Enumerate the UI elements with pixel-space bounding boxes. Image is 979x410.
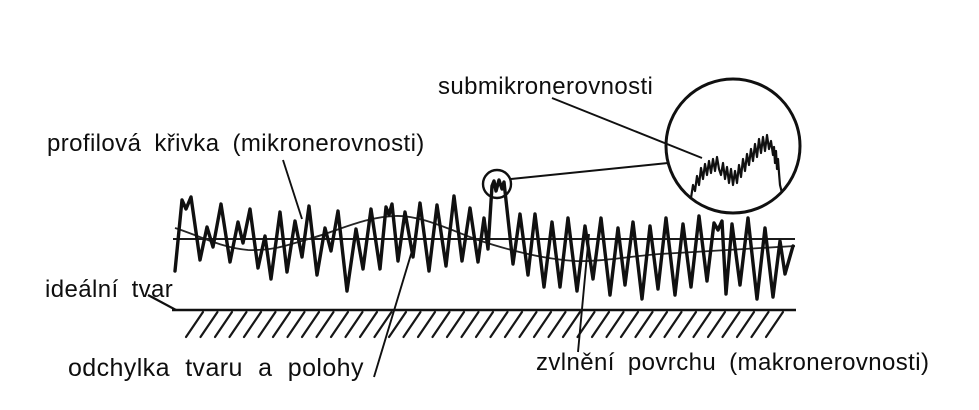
hatch-stroke [679,312,696,337]
hatch-stroke [288,312,305,337]
hatch-stroke [418,312,435,337]
profile-curve-label: profilová křivka (mikronerovnosti) [47,130,425,157]
hatch-stroke [708,312,725,337]
ideal-shape-label: ideální tvar [45,276,174,303]
submicro-roughness-label: submikronerovnosti [438,73,654,100]
hatch-stroke [737,312,754,337]
hatch-stroke [476,312,493,337]
hatch-stroke [244,312,261,337]
hatch-stroke [607,312,624,337]
hatch-stroke [752,312,769,337]
profile-curve-leader-line [283,160,302,219]
hatch-stroke [433,312,450,337]
hatch-stroke [563,312,580,337]
magnifier-circle [666,79,800,213]
hatch-stroke [766,312,783,337]
hatch-stroke [592,312,609,337]
hatch-stroke [360,312,377,337]
hatch-stroke [549,312,566,337]
surface-waviness-label: zvlnění povrchu (makronerovnosti) [536,349,930,376]
hatch-stroke [230,312,247,337]
hatch-stroke [201,312,218,337]
hatch-stroke [723,312,740,337]
hatch-stroke [520,312,537,337]
hatch-stroke [317,312,334,337]
hatch-stroke [273,312,290,337]
hatch-stroke [491,312,508,337]
hatch-stroke [665,312,682,337]
hatch-stroke [404,312,421,337]
hatch-stroke [534,312,551,337]
hatch-stroke [346,312,363,337]
hatch-stroke [302,312,319,337]
hatch-stroke [186,312,203,337]
hatch-stroke [462,312,479,337]
hatch-stroke [259,312,276,337]
hatch-stroke [650,312,667,337]
marker-to-magnifier-line [511,163,668,179]
form-position-deviation-label: odchylka tvaru a polohy [68,354,364,382]
hatch-stroke [694,312,711,337]
hatch-stroke [505,312,522,337]
hatching [186,312,783,337]
hatch-stroke [331,312,348,337]
hatch-stroke [621,312,638,337]
hatch-stroke [447,312,464,337]
hatch-stroke [636,312,653,337]
hatch-stroke [215,312,232,337]
